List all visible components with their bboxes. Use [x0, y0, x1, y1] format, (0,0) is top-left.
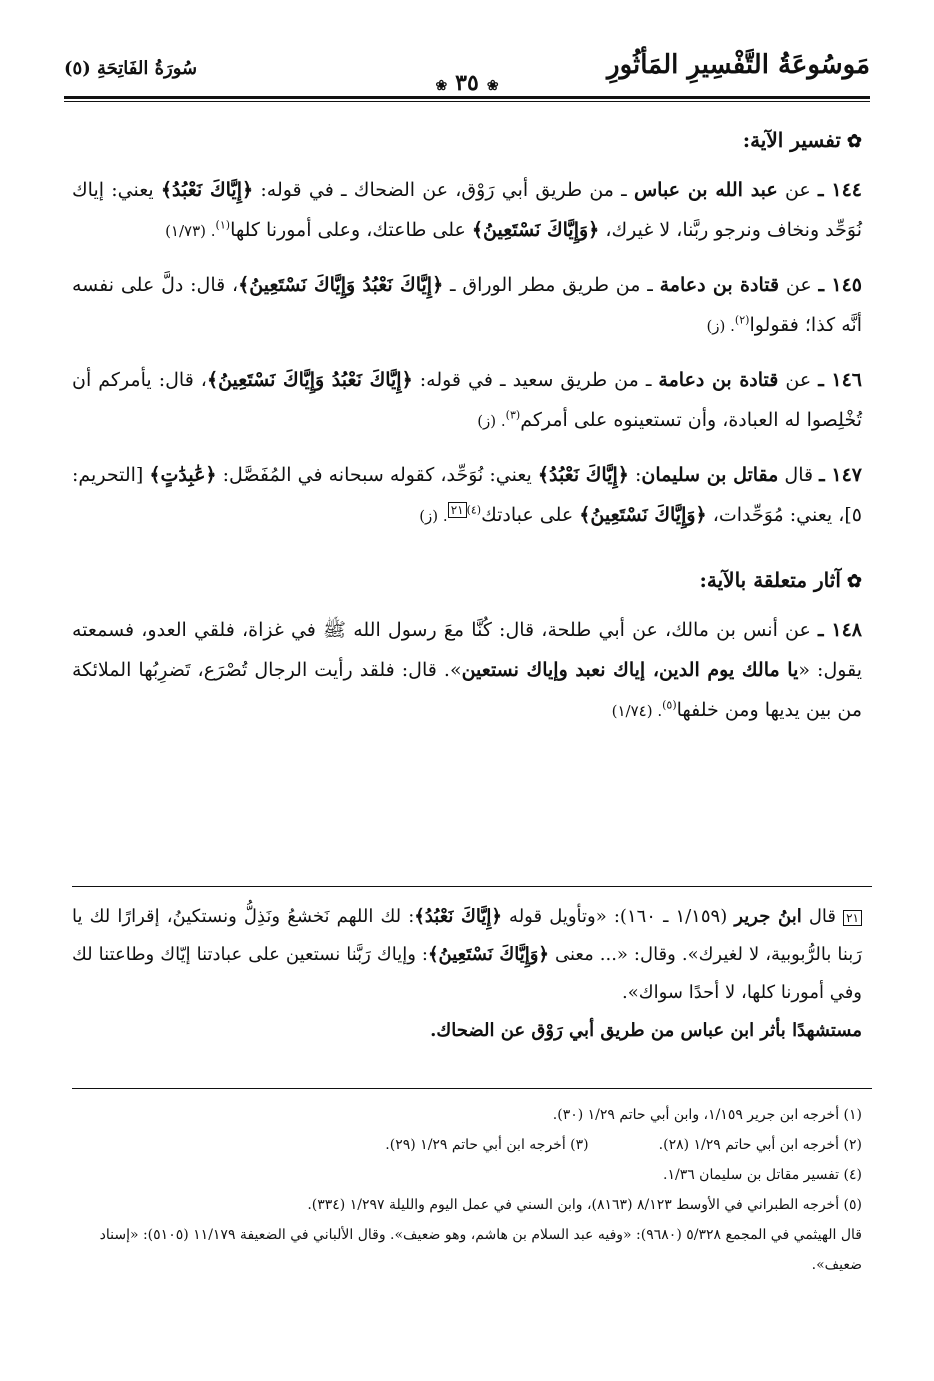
footnotes	[72, 1100, 862, 1280]
text-span: قال	[801, 906, 844, 927]
text-span: : لك اللهم نَخشعُ ونَذِلُّ ونستكينُ، إقرارًا لك يا رَبنا بالرُّبوبية، لا لغيرك». وقال: «... معنى	[72, 906, 862, 965]
athar-number: ١٤٨ ـ	[818, 619, 862, 641]
text-span: يعني: نُوَحِّد، كقوله سبحانه في المُفَصَّل:	[216, 464, 538, 486]
footnote-marker: (١)	[215, 218, 231, 232]
athar-number: ١٤٦ ـ	[818, 369, 862, 391]
header-rule-thin	[64, 101, 870, 102]
text-span: على طاعتك، وعلى أمورنا كلها	[230, 219, 472, 241]
section-heading-athar	[72, 568, 862, 592]
athar-paragraph-147	[72, 455, 862, 536]
narrator-name: عبد الله بن عباس	[633, 179, 778, 201]
footnote-4: (٤) تفسير مقاتل بن سليمان ١/٣٦.	[663, 1167, 862, 1183]
spacer	[72, 550, 862, 568]
commentary-marker: ٢١	[843, 910, 862, 926]
scholar-name: ابنُ جرير	[734, 906, 802, 927]
text-span: قال	[778, 464, 820, 486]
footnotes-divider	[72, 1088, 872, 1089]
flower-ornament-icon: ❀	[486, 78, 499, 94]
commentary-conclusion: مستشهدًا بأثر ابن عباس من طريق أبي رَوْق عن الضحاك.	[430, 1020, 862, 1041]
page-number: ٣٥	[455, 70, 479, 96]
source-reference: . (١/٧٣)	[165, 222, 216, 240]
footnote-1: (١) أخرجه ابن جرير ١/١٥٩، وابن أبي حاتم ١/٢٩ (٣٠).	[552, 1107, 862, 1123]
athar-number: ١٤٥ ـ	[818, 274, 863, 296]
text-span: ـ من طريق أبي رَوْق، عن الضحاك ـ في قوله:	[253, 179, 634, 201]
text-span: عن	[778, 369, 819, 391]
quran-verse: ﴿إِيَّاكَ نَعْبُدُ﴾	[414, 906, 502, 927]
text-span: ». قال: فلقد رأيت الرجال تُصْرَع، تَضرِبُها الملائكة من بين يديها ومن خلفها	[72, 659, 862, 721]
source-reference: . (ز)	[706, 317, 735, 335]
text-span: (١/١٥٩ ـ ١٦٠): «وتأويل قوله	[501, 906, 735, 927]
footnote-5-continued: قال الهيثمي في المجمع ٥/٣٢٨ (٩٦٨٠): «وفيه عبد السلام بن هاشم، وهو ضعيف». وقال الألباني في الضعيفة ١١/١٧٩ (٥١٠٥): «إسناد ضعيف».	[99, 1227, 862, 1273]
athar-paragraph-145	[72, 265, 862, 346]
page-number-block	[427, 70, 506, 96]
quran-verse: ﴿إِيَّاكَ نَعْبُدُ وَإِيَّاكَ نَسْتَعِينُ﴾	[206, 369, 413, 391]
text-span: ـ من طريق مطر الوراق ـ	[443, 274, 660, 296]
athar-number: ١٤٤ ـ	[818, 179, 862, 201]
main-content	[72, 128, 862, 745]
header-rule	[64, 96, 870, 99]
quran-verse: ﴿وَإِيَّاكَ نَسْتَعِينُ﴾	[427, 944, 549, 965]
text-span: يعني: إياك نُوَحِّد ونخاف ونرجو ربَّنا، لا غيرك،	[72, 179, 862, 241]
footnote-marker: (٣)	[505, 408, 521, 422]
source-reference: . (ز)	[477, 412, 506, 430]
source-reference: . (ز)	[419, 507, 448, 525]
page-header	[64, 40, 870, 98]
text-span: :	[628, 464, 642, 486]
athar-number: ١٤٧ ـ	[819, 464, 862, 486]
surah-title: سُورَةُ الفَاتِحَةِ (٥)	[64, 58, 198, 79]
section-heading-text: آثار متعلقة بالآية:	[699, 568, 841, 592]
footnote-row	[72, 1130, 862, 1160]
narrator-name: قتادة بن دعامة	[658, 369, 779, 391]
text-span: ، قال: دلَّ على نفسه أنَّه كذا؛ فقولوا	[72, 274, 862, 336]
footnote-marker: (٢)	[734, 313, 750, 327]
footnote-marker: (٤)	[466, 503, 482, 517]
athar-paragraph-144	[72, 170, 862, 251]
flower-ornament-icon: ❀	[435, 78, 448, 94]
commentary-block	[72, 898, 862, 1050]
quran-verse: ﴿وَإِيَّاكَ نَسْتَعِينُ﴾	[471, 219, 600, 241]
text-span: : وإياك رَبَّنا نستعين على عبادتنا إيّاك وطاعتنا لك وفي أمورنا كلها، لا أحدًا سواك».	[72, 944, 862, 1003]
commentary-marker[interactable]: ٢١	[448, 502, 467, 518]
hadith-quote: يا مالك يوم الدين، إياك نعبد وإياك نستعين	[461, 659, 799, 681]
footnote-3: (٣) أخرجه ابن أبي حاتم ١/٢٩ (٢٩).	[385, 1137, 589, 1153]
source-reference: . (١/٧٤)	[611, 702, 663, 720]
quran-verse: ﴿إِيَّاكَ نَعْبُدُ﴾	[160, 179, 254, 201]
footnote-2: (٢) أخرجه ابن أبي حاتم ١/٢٩ (٢٨).	[658, 1137, 862, 1153]
quran-verse: ﴿وَإِيَّاكَ نَسْتَعِينُ﴾	[579, 504, 707, 526]
section-heading-tafsir	[72, 128, 862, 152]
footnote-marker: (٥)	[662, 698, 677, 712]
text-span: عن	[777, 179, 818, 201]
text-span: [التحريم: ٥]، يعني: مُوَحِّدات،	[72, 464, 862, 526]
quran-verse: ﴿عَٰبِدَٰتٍ﴾	[149, 464, 217, 486]
commentary-divider	[72, 886, 872, 887]
text-span: ـ من طريق سعيد ـ في قوله:	[412, 369, 659, 391]
athar-paragraph-146	[72, 360, 862, 441]
eight-point-star-icon: ✿	[846, 571, 862, 592]
quran-verse: ﴿إِيَّاكَ نَعْبُدُ﴾	[537, 464, 629, 486]
footnote-5: (٥) أخرجه الطبراني في الأوسط ٨/١٢٣ (٨١٦٣)، وابن السني في عمل اليوم والليلة ١/٢٩٧ (٣٣٤).	[307, 1197, 862, 1213]
text-span: ، قال: يأمركم أن تُخْلِصوا له العبادة، وأن تستعينوه على أمركم	[72, 369, 862, 431]
text-span: عن أنس بن مالك، عن أبي طلحة، قال: كُنَّا معَ رسول الله ﷺ في غزاة، فلقي العدو، فسمعته يقول: «	[72, 619, 862, 681]
section-heading-text: تفسير الآية:	[742, 128, 841, 152]
eight-point-star-icon: ✿	[846, 131, 862, 152]
text-span: عن	[779, 274, 819, 296]
text-span: على عبادتك	[481, 504, 580, 526]
quran-verse: ﴿إِيَّاكَ نَعْبُدُ وَإِيَّاكَ نَسْتَعِينُ﴾	[238, 274, 444, 296]
athar-paragraph-148	[72, 610, 862, 731]
narrator-name: قتادة بن دعامة	[659, 274, 780, 296]
narrator-name: مقاتل بن سليمان	[641, 464, 779, 486]
book-title: مَوسُوعَةُ التَّفْسِيرِ المَأثُورِ	[607, 50, 870, 80]
